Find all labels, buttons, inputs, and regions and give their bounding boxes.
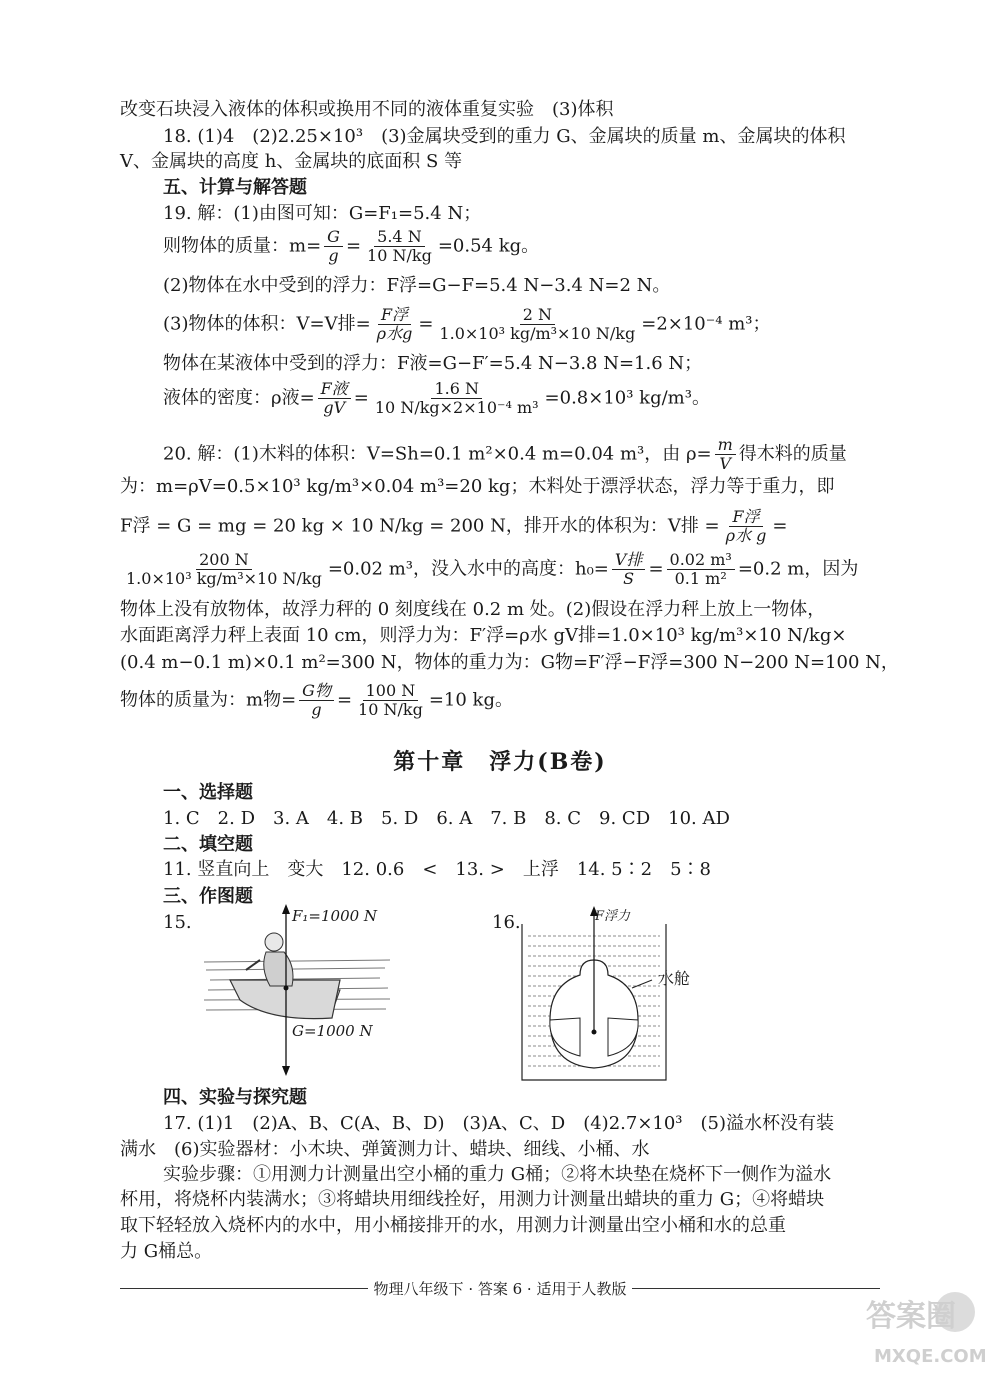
section-heading: 四、实验与探究题: [163, 1087, 307, 1108]
footer-rule-right: [632, 1288, 880, 1289]
chapter-title: 第十章 浮力(B卷): [393, 749, 607, 775]
text-line: V、金属块的高度 h、金属块的底面积 S 等: [120, 151, 463, 172]
formula-line: 液体的密度：ρ液= $\frac{\text{F液}}{gV}$ = $\frac{1.6 N}{\text{10 N/kg×2×10⁻⁴ m³}}$ =0.8×10³ kg/m³。: [163, 379, 710, 417]
text-line: 力 G桶总。: [120, 1241, 213, 1262]
text-line: 改变石块浸入液体的体积或换用不同的液体重复实验 (3)体积: [120, 99, 614, 120]
formula-line: F浮 = G = mg = 20 kg × 10 N/kg = 200 N，排开水的体积为：V排 = $\frac{\text{F浮}}{\text{ρ水 g}}$ =: [120, 507, 788, 545]
footer-text: 物理八年级下 · 答案 6 · 适用于人教版: [373, 1280, 627, 1298]
section-heading: 五、计算与解答题: [163, 177, 307, 198]
text-line: 18. (1)4 (2)2.25×10³ (3)金属块受到的重力 G、金属块的质量 m、金属块的体积: [163, 126, 846, 147]
question-number: 16.: [492, 912, 521, 933]
text-line: 1. C 2. D 3. A 4. B 5. D 6. A 7. B 8. C 9. CD 10. AD: [163, 808, 730, 829]
watermark-logo: [860, 1284, 990, 1374]
force-label-buoyancy: F浮力: [595, 909, 631, 924]
section-heading: 一、选择题: [163, 782, 253, 803]
text-line: 杯用，将烧杯内装满水；③将蜡块用细线拴好，用测力计测量出蜡块的重力 G；④将蜡块: [120, 1189, 825, 1210]
page-footer: [120, 1278, 880, 1299]
text-line: 物体在某液体中受到的浮力：F液=G−F′=5.4 N−3.8 N=1.6 N；: [163, 353, 703, 374]
text-line: (0.4 m−0.1 m)×0.1 m²=300 N，物体的重力为：G物=F′浮−F浮=300 N−200 N=100 N，: [120, 652, 899, 673]
text-line: 11. 竖直向上 变大 12. 0.6 < 13. > 上浮 14. 5∶2 5∶8: [163, 859, 711, 880]
section-heading: 三、作图题: [163, 886, 253, 907]
figure-16-submarine: [520, 900, 670, 1086]
force-label-bottom: G=1000 N: [292, 1022, 373, 1040]
watermark-bottom: MXQE.COM: [874, 1346, 987, 1367]
figure-15-boat: [200, 900, 400, 1080]
section-heading: 二、填空题: [163, 834, 253, 855]
text-line: 17. (1)1 (2)A、B、C(A、B、D) (3)A、C、D (4)2.7×10³ (5)溢水杯没有装: [163, 1113, 835, 1134]
text-line: 取下轻轻放入烧杯内的水中，用小桶接排开的水，用测力计测量出空小桶和水的总重: [120, 1215, 786, 1236]
formula-line: 20. 解：(1)木料的体积：V=Sh=0.1 m²×0.4 m=0.04 m³，由 ρ= $\frac{m}{V}$ 得木料的质量: [163, 435, 847, 473]
text-line: 19. 解：(1)由图可知：G=F₁=5.4 N；: [163, 203, 482, 224]
formula-line: $\frac{200 N}{\text{1.0×10³ kg/m³×10 N/kg}}$ =0.02 m³，没入水中的高度：h₀= $\frac{\text{V排}}{S}$ = $\frac{\text{0.02 m³}}{\text{0.1 m²}}$ =0.2 m，因为: [126, 550, 859, 588]
text-line: 为：m=ρV=0.5×10³ kg/m³×0.04 m³=20 kg；木料处于漂浮状态，浮力等于重力，即: [120, 476, 835, 497]
text-line: 水面距离浮力秤上表面 10 cm，则浮力为：F′浮=ρ水 gV排=1.0×10³ kg/m³×10 N/kg×: [120, 625, 847, 646]
footer-rule-left: [120, 1288, 368, 1289]
watermark-top: 答案圈: [866, 1299, 956, 1334]
formula-line: 物体的质量为：m物= $\frac{\text{G物}}{g}$ = $\frac{100 N}{10 N/kg}$ =10 kg。: [120, 681, 513, 719]
text-line: 物体上没有放物体，故浮力秤的 0 刻度线在 0.2 m 处。(2)假设在浮力秤上放上一物体，: [120, 599, 826, 620]
question-number: 15.: [163, 912, 192, 933]
text-line: (2)物体在水中受到的浮力：F浮=G−F=5.4 N−3.4 N=2 N。: [163, 275, 671, 296]
formula-line: (3)物体的体积：V=V排= $\frac{\text{F浮}}{\text{ρ水g}}$ = $\frac{2 N}{\text{1.0×10³ kg/m³×10 N/kg}}$ =2×10⁻⁴ m³；: [163, 305, 771, 343]
label-water-tank: 水舱: [658, 969, 691, 988]
text-line: 满水 (6)实验器材：小木块、弹簧测力计、蜡块、细线、小桶、水: [120, 1139, 650, 1160]
text-line: 实验步骤：①用测力计测量出空小桶的重力 G桶；②将木块垫在烧杯下一侧作为溢水: [163, 1164, 832, 1185]
formula-line: 则物体的质量：m= $\frac{G}{g}$ = $\frac{5.4 N}{10 N/kg}$ =0.54 kg。: [163, 227, 540, 265]
force-label-top: F₁=1000 N: [292, 907, 378, 925]
